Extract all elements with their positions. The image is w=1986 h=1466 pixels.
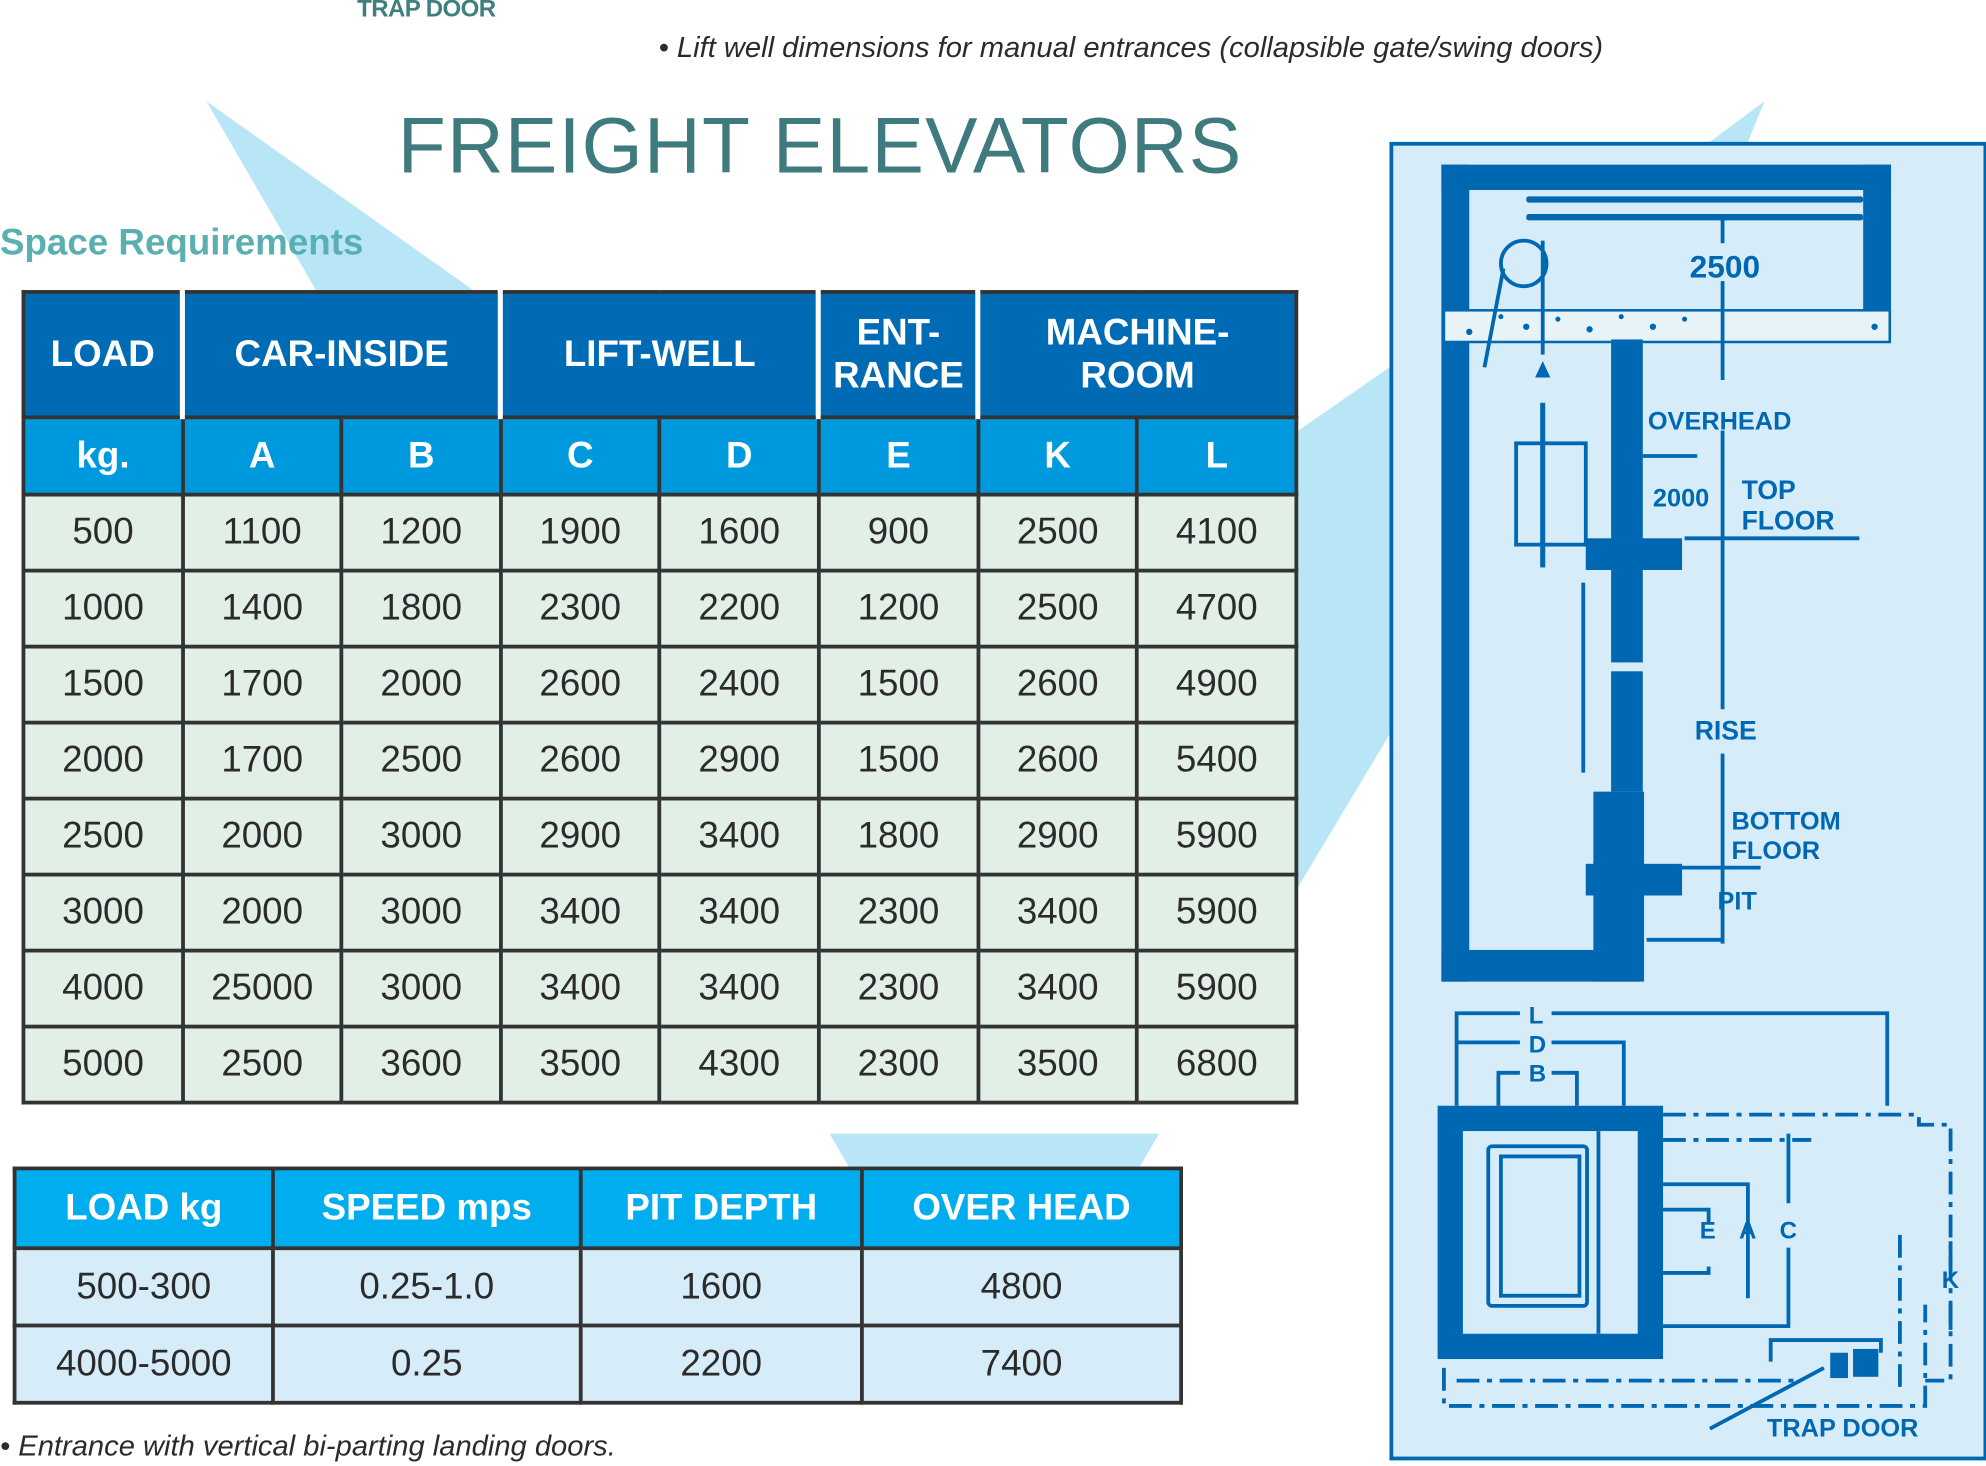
section-title: Space Requirements bbox=[0, 222, 364, 264]
table-cell: 1600 bbox=[581, 1248, 862, 1325]
table-cell: 2400 bbox=[660, 647, 819, 723]
note-bi-parting-doors: • Entrance with vertical bi-parting landing doors. bbox=[0, 1428, 616, 1462]
table-cell: 1100 bbox=[183, 495, 342, 571]
table-cell: 2000 bbox=[183, 875, 342, 951]
sub-header-3: C bbox=[501, 417, 660, 494]
header-load: LOAD bbox=[23, 292, 182, 417]
table-cell: 2000 bbox=[183, 799, 342, 875]
table-cell: 2600 bbox=[978, 723, 1137, 799]
plan-label-e: E bbox=[1699, 1217, 1716, 1245]
trap-door-label: TRAP DOOR bbox=[1766, 1414, 1919, 1443]
dim-2000-label: 2000 bbox=[1652, 484, 1710, 513]
table-cell: 2900 bbox=[978, 799, 1137, 875]
sub-header-5: E bbox=[819, 417, 978, 494]
sub-header-7: L bbox=[1137, 417, 1296, 494]
table-cell: 4800 bbox=[862, 1248, 1181, 1325]
table-cell: 4700 bbox=[1137, 571, 1296, 647]
bottom-floor-label-2: FLOOR bbox=[1731, 836, 1821, 865]
table-cell: 3000 bbox=[342, 951, 501, 1027]
table-cell: 2500 bbox=[183, 1027, 342, 1103]
table-cell: 3400 bbox=[660, 875, 819, 951]
table-cell: 3400 bbox=[978, 951, 1137, 1027]
table-cell: 1500 bbox=[819, 723, 978, 799]
note-manual-entrances: • Lift well dimensions for manual entrances (collapsible gate/swing doors) bbox=[658, 30, 1604, 64]
table-cell: 4900 bbox=[1137, 647, 1296, 723]
header-entrance-line2: RANCE bbox=[833, 355, 964, 397]
sub-header-4: D bbox=[660, 417, 819, 494]
table-cell: 2300 bbox=[819, 875, 978, 951]
top-floor-label-1: TOP bbox=[1741, 475, 1796, 506]
table-cell: 3500 bbox=[978, 1027, 1137, 1103]
overhead-label: OVERHEAD bbox=[1647, 407, 1792, 436]
table-cell: 3400 bbox=[660, 951, 819, 1027]
table-cell: 1500 bbox=[23, 647, 182, 723]
table-cell: 1700 bbox=[183, 647, 342, 723]
table-cell: 1600 bbox=[660, 495, 819, 571]
table-cell: 2500 bbox=[342, 723, 501, 799]
table-cell: 500 bbox=[23, 495, 182, 571]
table-cell: 4100 bbox=[1137, 495, 1296, 571]
table-cell: 1400 bbox=[183, 571, 342, 647]
table-cell: 3500 bbox=[501, 1027, 660, 1103]
table-cell: 3000 bbox=[342, 799, 501, 875]
sub-header-2: B bbox=[342, 417, 501, 494]
table-cell: 3400 bbox=[501, 875, 660, 951]
table-cell: 7400 bbox=[862, 1325, 1181, 1402]
speed-header-0: LOAD kg bbox=[15, 1168, 273, 1248]
table-cell: 900 bbox=[819, 495, 978, 571]
plan-label-b: B bbox=[1528, 1060, 1547, 1088]
table-cell: 4300 bbox=[660, 1027, 819, 1103]
table-cell: 3400 bbox=[978, 875, 1137, 951]
sub-header-1: A bbox=[183, 417, 342, 494]
table-cell: 25000 bbox=[183, 951, 342, 1027]
table-cell: 1200 bbox=[342, 495, 501, 571]
table-cell: 2300 bbox=[501, 571, 660, 647]
table-cell: 0.25-1.0 bbox=[273, 1248, 581, 1325]
header-machine-room-line2: ROOM bbox=[1080, 355, 1195, 397]
table-cell: 3600 bbox=[342, 1027, 501, 1103]
table-cell: 1800 bbox=[342, 571, 501, 647]
table-cell: 500-300 bbox=[15, 1248, 273, 1325]
table-cell: 1500 bbox=[819, 647, 978, 723]
page-title: FREIGHT ELEVATORS bbox=[397, 102, 1243, 190]
trap-door-label-top: TRAP DOOR bbox=[357, 0, 496, 23]
table-cell: 2300 bbox=[819, 1027, 978, 1103]
rise-label: RISE bbox=[1694, 715, 1757, 746]
table-cell: 6800 bbox=[1137, 1027, 1296, 1103]
table-cell: 2000 bbox=[23, 723, 182, 799]
table-cell: 2600 bbox=[501, 647, 660, 723]
table-cell: 1800 bbox=[819, 799, 978, 875]
table-cell: 1700 bbox=[183, 723, 342, 799]
table-cell: 2900 bbox=[501, 799, 660, 875]
table-cell: 5000 bbox=[23, 1027, 182, 1103]
table-cell: 5900 bbox=[1137, 799, 1296, 875]
bottom-floor-label-1: BOTTOM bbox=[1731, 807, 1841, 836]
top-floor-label-2: FLOOR bbox=[1741, 505, 1835, 536]
table-cell: 2000 bbox=[342, 647, 501, 723]
table-cell: 4000-5000 bbox=[15, 1325, 273, 1402]
speed-header-1: SPEED mps bbox=[273, 1168, 581, 1248]
table-cell: 2500 bbox=[23, 799, 182, 875]
plan-label-d: D bbox=[1528, 1031, 1547, 1059]
table-cell: 4000 bbox=[23, 951, 182, 1027]
table-cell: 2600 bbox=[501, 723, 660, 799]
sub-header-0: kg. bbox=[23, 417, 182, 494]
table-cell: 2900 bbox=[660, 723, 819, 799]
speed-header-2: PIT DEPTH bbox=[581, 1168, 862, 1248]
table-cell: 3000 bbox=[342, 875, 501, 951]
table-cell: 5400 bbox=[1137, 723, 1296, 799]
plan-label-l: L bbox=[1528, 1002, 1544, 1030]
table-cell: 1200 bbox=[819, 571, 978, 647]
table-cell: 3400 bbox=[660, 799, 819, 875]
table-cell: 0.25 bbox=[273, 1325, 581, 1402]
table-cell: 2200 bbox=[660, 571, 819, 647]
table-cell: 5900 bbox=[1137, 951, 1296, 1027]
pit-label: PIT bbox=[1717, 887, 1757, 916]
sub-header-6: K bbox=[978, 417, 1137, 494]
header-car-inside: CAR-INSIDE bbox=[183, 292, 501, 417]
plan-label-k: K bbox=[1941, 1267, 1960, 1295]
table-cell: 3400 bbox=[501, 951, 660, 1027]
table-cell: 1900 bbox=[501, 495, 660, 571]
table-cell: 2300 bbox=[819, 951, 978, 1027]
header-entrance-line1: ENT- bbox=[856, 312, 941, 354]
table-cell: 2500 bbox=[978, 571, 1137, 647]
header-machine-room-line1: MACHINE- bbox=[1045, 312, 1230, 354]
table-cell: 3000 bbox=[23, 875, 182, 951]
table-cell: 2200 bbox=[581, 1325, 862, 1402]
table-cell: 2500 bbox=[978, 495, 1137, 571]
header-lift-well: LIFT-WELL bbox=[501, 292, 819, 417]
plan-label-a: A bbox=[1739, 1217, 1757, 1245]
table-cell: 2600 bbox=[978, 647, 1137, 723]
table-cell: 1000 bbox=[23, 571, 182, 647]
plan-label-c: C bbox=[1779, 1217, 1797, 1245]
table-cell: 5900 bbox=[1137, 875, 1296, 951]
speed-header-3: OVER HEAD bbox=[862, 1168, 1181, 1248]
dim-2500-label: 2500 bbox=[1689, 248, 1761, 285]
